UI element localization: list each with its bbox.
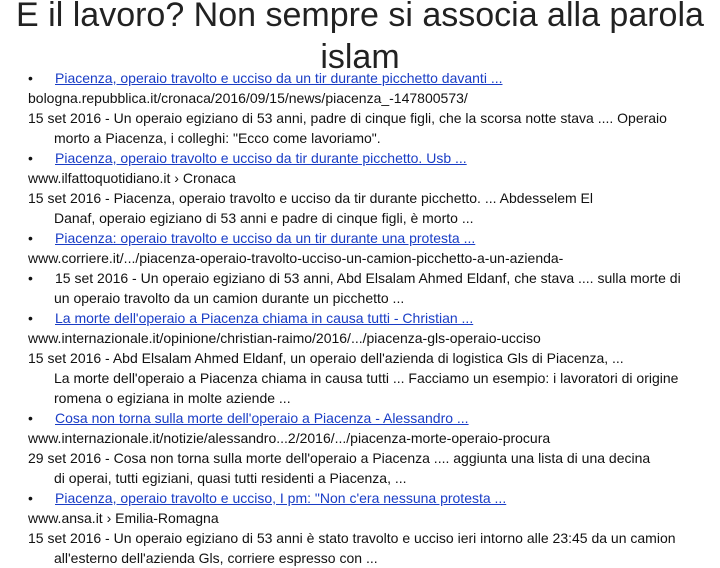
result-2-snippet-line-1: 15 set 2016 - Piacenza, operaio travolto e ucciso da tir durante picchetto. ... Abdesselem El (28, 190, 593, 206)
result-4-snippet-line-1: 15 set 2016 - Abd Elsalam Ahmed Eldanf, un operaio dell'azienda di logistica Gls di Piacenza, ... (28, 350, 624, 366)
result-2-url: www.ilfattoquotidiano.it › Cronaca (28, 170, 236, 186)
bullet: • (28, 270, 33, 286)
result-1-snippet-line-1: 15 set 2016 - Un operaio egiziano di 53 anni, padre di cinque figli, che la scorsa notte stava .... Operaio (28, 110, 667, 126)
result-3-link[interactable]: Piacenza: operaio travolto e ucciso da un tir durante una protesta ... (55, 230, 476, 246)
result-4-link[interactable]: La morte dell'operaio a Piacenza chiama in causa tutti - Christian ... (55, 310, 474, 326)
result-5-url: www.internazionale.it/notizie/alessandro...2/2016/.../piacenza-morte-operaio-procura (28, 430, 551, 446)
result-3-snippet-line-2: un operaio travolto da un camion durante un picchetto ... (54, 290, 405, 306)
result-2-link-row (28, 148, 718, 168)
result-3-snippet-bullet-row (28, 268, 718, 288)
bullet: • (28, 150, 33, 166)
result-4-snippet-line-2: La morte dell'operaio a Piacenza chiama in causa tutti ... Facciamo un esempio: i lavoratori di origine (54, 370, 679, 386)
result-3-url: www.corriere.it/.../piacenza-operaio-travolto-ucciso-un-camion-picchetto-a-un-azienda- (28, 250, 564, 266)
result-6-link-row (28, 488, 718, 508)
title-line-1: E il lavoro? Non sempre si associa alla parola (16, 0, 704, 34)
result-1-link-row (28, 68, 718, 88)
result-6-snippet-line-2: all'esterno dell'azienda Gls, corriere espresso con ... (54, 550, 378, 566)
result-2-snippet-line-2: Danaf, operaio egiziano di 53 anni e padre di cinque figli, è morto ... (54, 210, 474, 226)
result-1-link[interactable]: Piacenza, operaio travolto e ucciso da un tir durante picchetto davanti ... (55, 70, 503, 86)
bullet: • (28, 410, 33, 426)
bullet: • (28, 490, 33, 506)
result-4-url: www.internazionale.it/opinione/christian-raimo/2016/.../piacenza-gls-operaio-ucciso (28, 330, 541, 346)
result-5-snippet-line-2: di operai, tutti egiziani, quasi tutti residenti a Piacenza, ... (54, 470, 407, 486)
result-6-snippet-line-1: 15 set 2016 - Un operaio egiziano di 53 anni è stato travolto e ucciso ieri intorno alle 23:45 da un camion (28, 530, 676, 546)
result-6-link[interactable]: Piacenza, operaio travolto e ucciso, I pm: "Non c'era nessuna protesta ... (55, 490, 507, 506)
search-results-list (28, 68, 718, 566)
result-4-snippet-line-3: romena o egiziana in molte aziende ... (54, 390, 291, 406)
result-5-snippet-line-1: 29 set 2016 - Cosa non torna sulla morte dell'operaio a Piacenza .... aggiunta una lista di una decina (28, 450, 651, 466)
result-3-snippet-line-1: 15 set 2016 - Un operaio egiziano di 53 anni, Abd Elsalam Ahmed Eldanf, che stava .... sulla morte di (55, 270, 681, 286)
result-1-snippet-line-2: morto a Piacenza, i colleghi: "Ecco come lavoriamo". (54, 130, 381, 146)
result-5-link-row (28, 408, 718, 428)
result-4-link-row (28, 308, 718, 328)
bullet: • (28, 70, 33, 86)
title-line-2: islam (320, 38, 400, 76)
bullet: • (28, 310, 33, 326)
result-6-url: www.ansa.it › Emilia-Romagna (28, 510, 219, 526)
bullet: • (28, 230, 33, 246)
slide-title (0, 0, 720, 78)
result-2-link[interactable]: Piacenza, operaio travolto e ucciso da tir durante picchetto. Usb ... (55, 150, 467, 166)
result-5-link[interactable]: Cosa non torna sulla morte dell'operaio a Piacenza - Alessandro ... (55, 410, 469, 426)
result-3-link-row (28, 228, 718, 248)
result-1-url: bologna.repubblica.it/cronaca/2016/09/15/news/piacenza_-147800573/ (28, 90, 468, 106)
